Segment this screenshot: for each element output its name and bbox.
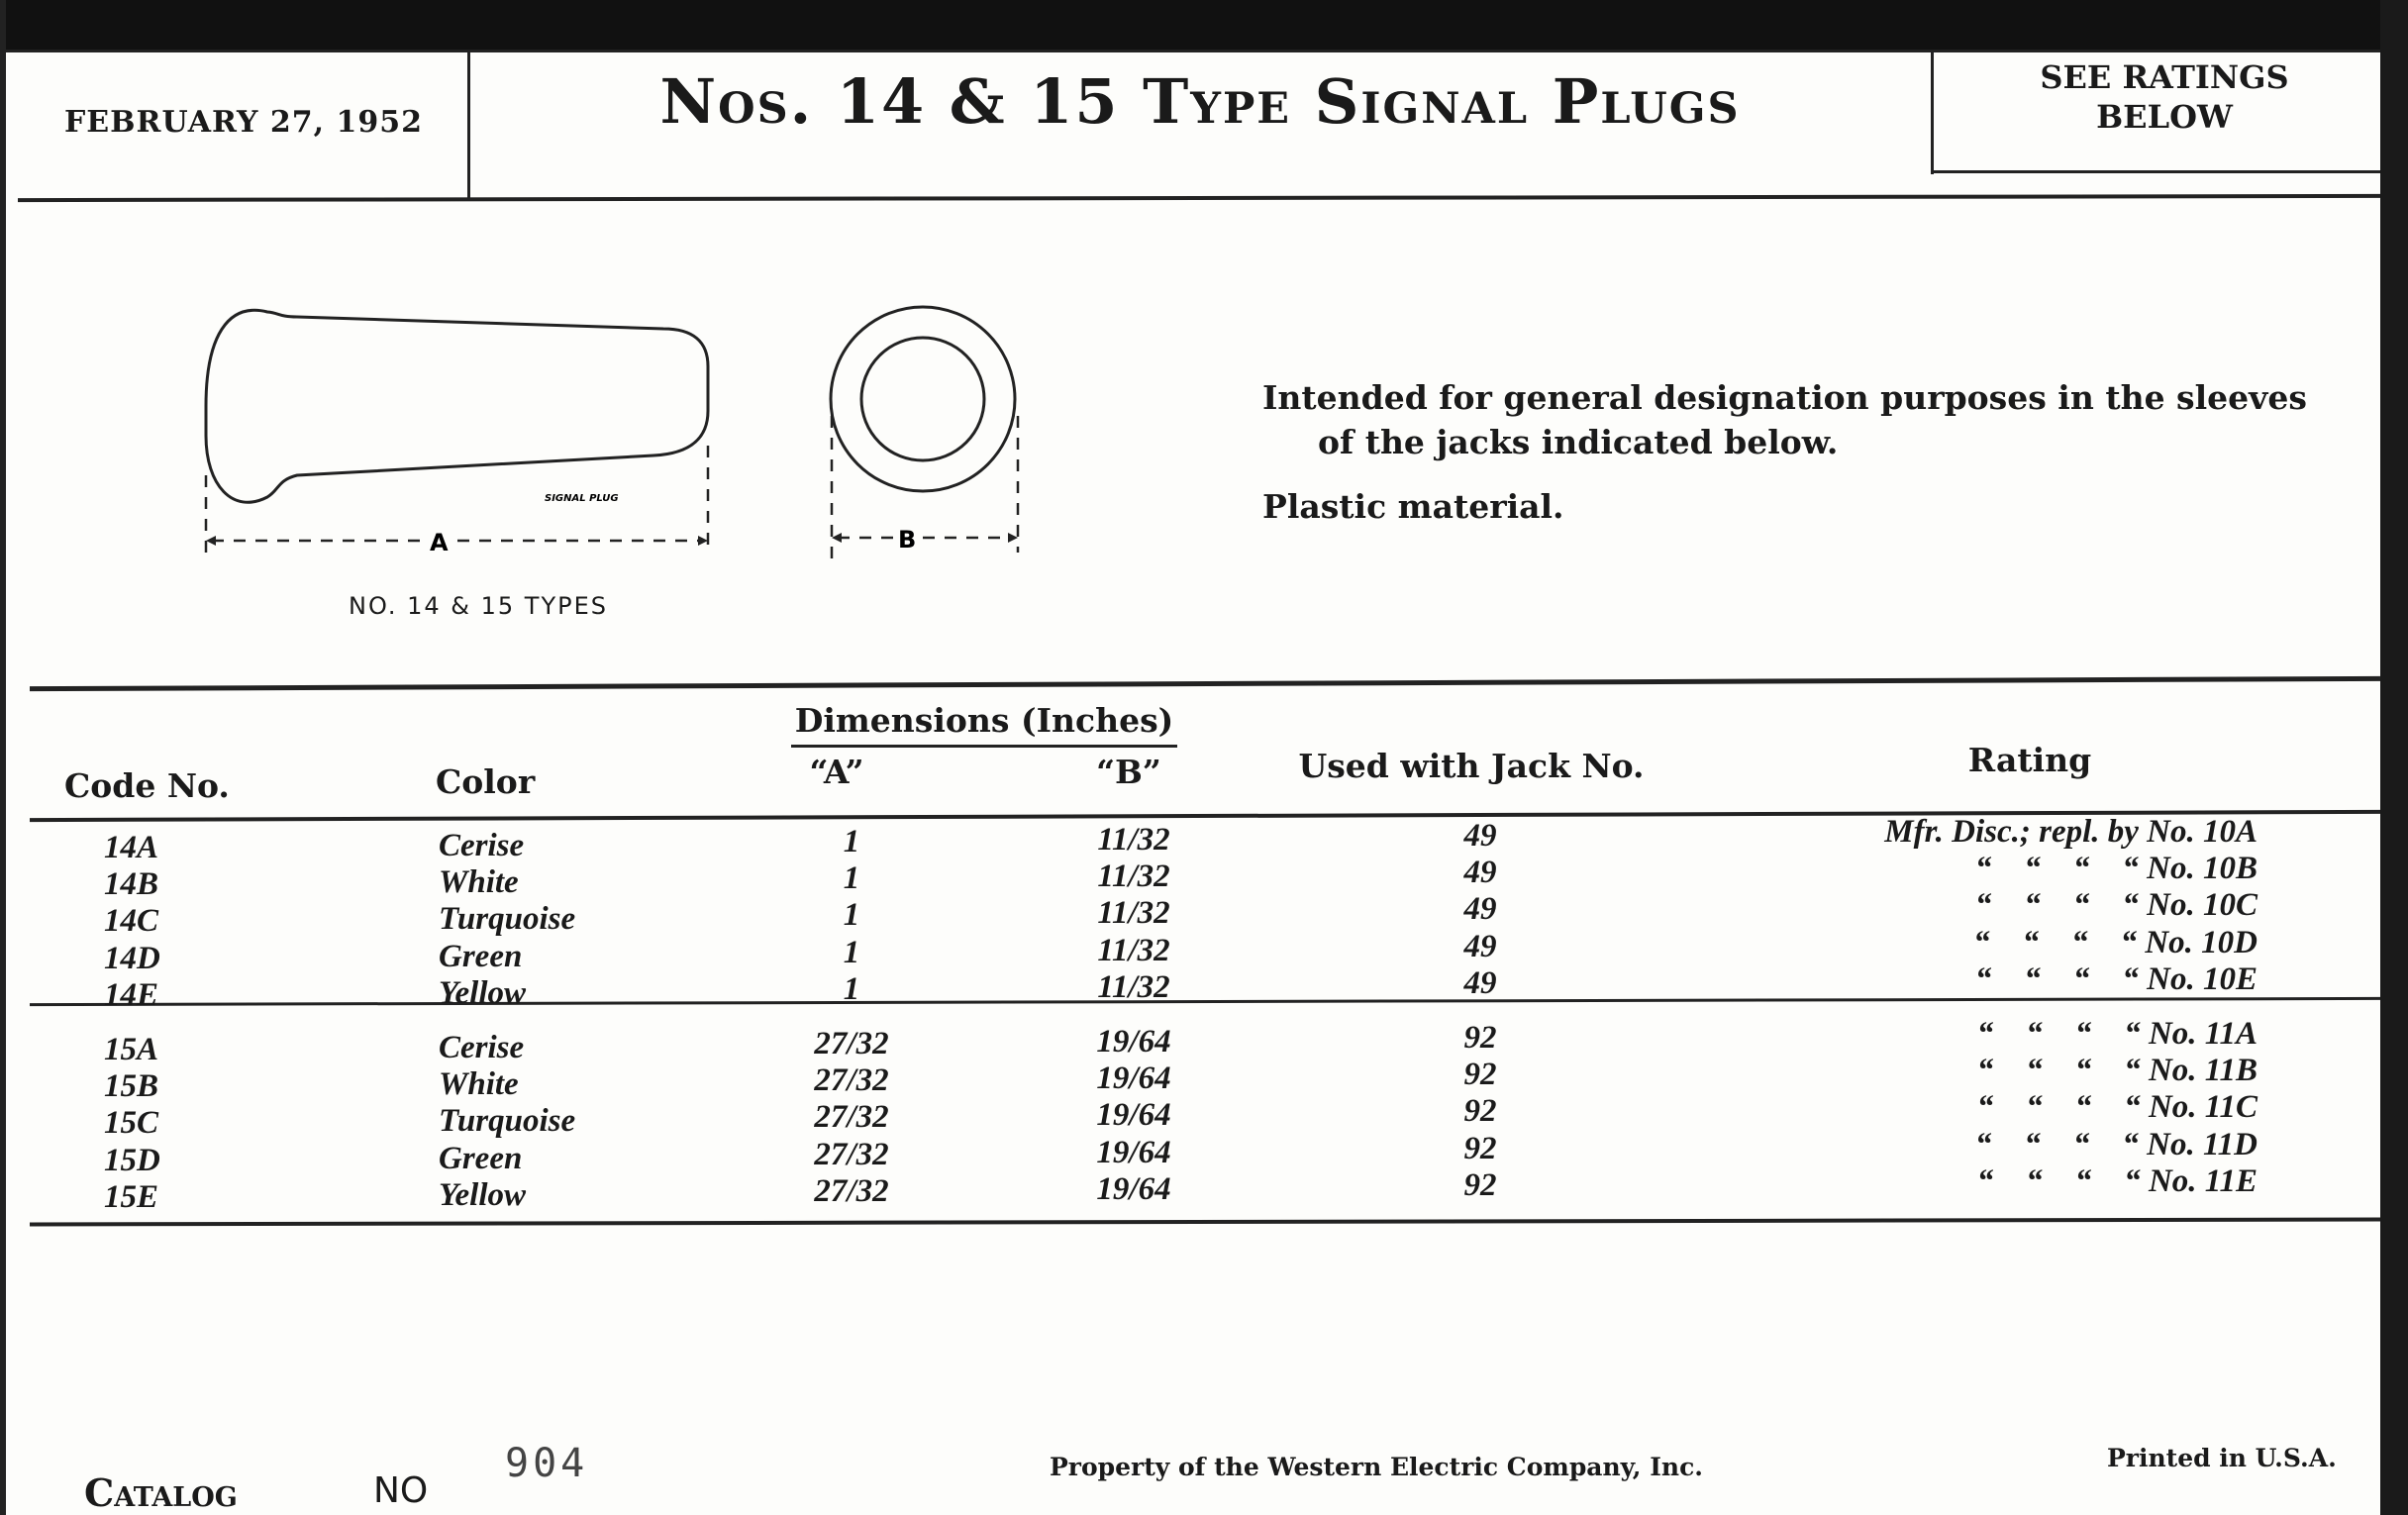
plug-end-outer: [831, 307, 1015, 491]
cell-b: 11/32: [1097, 895, 1170, 932]
description-line: of the jacks indicated below.: [1318, 423, 1839, 461]
cell-jack: 92: [1463, 1057, 1497, 1093]
catalog-number: 904: [505, 1441, 589, 1486]
cell-code: 14E: [104, 976, 159, 1013]
plug-end-inner: [861, 338, 984, 460]
catalog-label: Catalog: [84, 1470, 238, 1515]
cell-a: 27/32: [814, 1099, 889, 1136]
scan-border-top: [0, 0, 2408, 50]
ratings-line: SEE RATINGS: [2040, 58, 2289, 96]
cell-a: 1: [843, 824, 860, 859]
cell-rating: “ “ “ “ No. 11B: [1976, 1053, 2258, 1089]
cell-b: 19/64: [1096, 1024, 1171, 1060]
cell-color: Green: [439, 1140, 523, 1176]
arrowheads: [206, 533, 1018, 546]
cell-jack: 49: [1463, 964, 1497, 1001]
column-header-code: Code No.: [64, 766, 230, 805]
cell-a: 27/32: [814, 1062, 889, 1099]
column-header-b: “B”: [1096, 753, 1161, 791]
cell-code: 14B: [104, 866, 159, 903]
cell-a: 27/32: [814, 1136, 889, 1172]
cell-jack: 49: [1463, 818, 1497, 854]
cell-b: 11/32: [1097, 822, 1170, 858]
cell-color: Green: [439, 938, 523, 974]
column-header-color: Color: [436, 762, 536, 801]
column-header-jack: Used with Jack No.: [1298, 747, 1645, 785]
property-notice: Property of the Western Electric Company, Inc.: [1050, 1453, 1704, 1481]
ratings-line: BELOW: [2096, 98, 2233, 136]
plug-label: SIGNAL PLUG: [545, 493, 619, 504]
signal-plug-drawing: [188, 287, 1079, 574]
cell-a: 27/32: [814, 1026, 889, 1061]
cell-code: 15B: [104, 1068, 159, 1105]
cell-color: White: [439, 1066, 519, 1103]
cell-rating: “ “ “ “ No. 10C: [1974, 887, 2258, 924]
catalog-no-label: NO: [373, 1470, 429, 1511]
cell-color: Yellow: [439, 974, 526, 1011]
cell-a: 1: [843, 897, 860, 934]
cell-rating: “ “ “ “ No. 11C: [1976, 1089, 2258, 1126]
dimensions-group-header: Dimensions (Inches): [794, 701, 1174, 740]
cell-b: 19/64: [1096, 1170, 1171, 1207]
cell-rating: “ “ “ “ No. 10E: [1974, 960, 2258, 997]
cell-jack: 92: [1463, 1093, 1497, 1130]
group-divider-rule: [30, 997, 2380, 1006]
cell-code: 15E: [104, 1178, 159, 1215]
header-ratings-rule: [1933, 170, 2380, 173]
dimension-a-label: A: [430, 529, 449, 556]
cell-jack: 92: [1463, 1130, 1497, 1166]
material-note: Plastic material.: [1262, 487, 1564, 526]
cell-a: 27/32: [814, 1172, 889, 1209]
page-title: Nos. 14 & 15 Type Signal Plugs: [659, 65, 1741, 138]
dimension-b-label: B: [898, 526, 917, 554]
column-header-a: “A”: [809, 753, 864, 791]
scan-border-left: [0, 0, 6, 1515]
dimensions-underline: [791, 745, 1177, 748]
cell-rating: “ “ “ “ No. 11A: [1976, 1016, 2258, 1052]
header-bottom-rule: [18, 194, 2380, 202]
cell-b: 19/64: [1096, 1134, 1171, 1170]
cell-color: Yellow: [439, 1176, 526, 1213]
cell-code: 14C: [104, 903, 159, 940]
cell-a: 1: [843, 970, 860, 1007]
cell-code: 14A: [104, 830, 159, 865]
cell-color: Cerise: [439, 1030, 525, 1065]
cell-a: 1: [843, 934, 860, 970]
cell-color: Turquoise: [439, 901, 576, 938]
cell-color: Turquoise: [439, 1103, 576, 1140]
cell-rating: Mfr. Disc.; repl. by No. 10A: [1884, 814, 2258, 850]
table-bottom-rule: [30, 1218, 2380, 1227]
cell-b: 19/64: [1096, 1060, 1171, 1097]
cell-b: 11/32: [1097, 968, 1170, 1005]
cell-code: 15D: [104, 1142, 160, 1178]
cell-rating: “ “ “ “ No. 11D: [1974, 1126, 2258, 1162]
description-line: Intended for general designation purposes in the sleeves: [1262, 378, 2307, 417]
cell-b: 11/32: [1097, 932, 1170, 968]
column-header-rating: Rating: [1967, 741, 2092, 779]
cell-jack: 92: [1463, 1166, 1497, 1203]
cell-b: 19/64: [1096, 1097, 1171, 1134]
cell-color: White: [439, 864, 519, 901]
cell-jack: 49: [1463, 855, 1497, 891]
cell-jack: 92: [1463, 1020, 1497, 1056]
cell-code: 14D: [104, 940, 160, 976]
cell-a: 1: [843, 860, 860, 897]
cell-rating: “ “ “ “ No. 11E: [1976, 1162, 2258, 1199]
cell-color: Cerise: [439, 828, 525, 863]
header-top-rule: [6, 50, 2380, 52]
scan-border-right: [2380, 0, 2408, 1515]
cell-jack: 49: [1463, 891, 1497, 928]
plug-side-outline: [206, 310, 708, 502]
cell-b: 11/32: [1097, 858, 1170, 895]
table-top-rule: [30, 676, 2380, 691]
drawing-caption: NO. 14 & 15 TYPES: [349, 592, 608, 620]
cell-rating: “ “ “ “ No. 10B: [1974, 851, 2258, 887]
cell-code: 15C: [104, 1105, 159, 1142]
printed-notice: Printed in U.S.A.: [2107, 1444, 2337, 1472]
date: FEBRUARY 27, 1952: [64, 105, 423, 140]
cell-rating: “ “ “ “ No. 10D: [1973, 924, 2258, 960]
ratings-note: [1932, 57, 2397, 137]
cell-jack: 49: [1463, 928, 1497, 964]
cell-code: 15A: [104, 1032, 159, 1067]
